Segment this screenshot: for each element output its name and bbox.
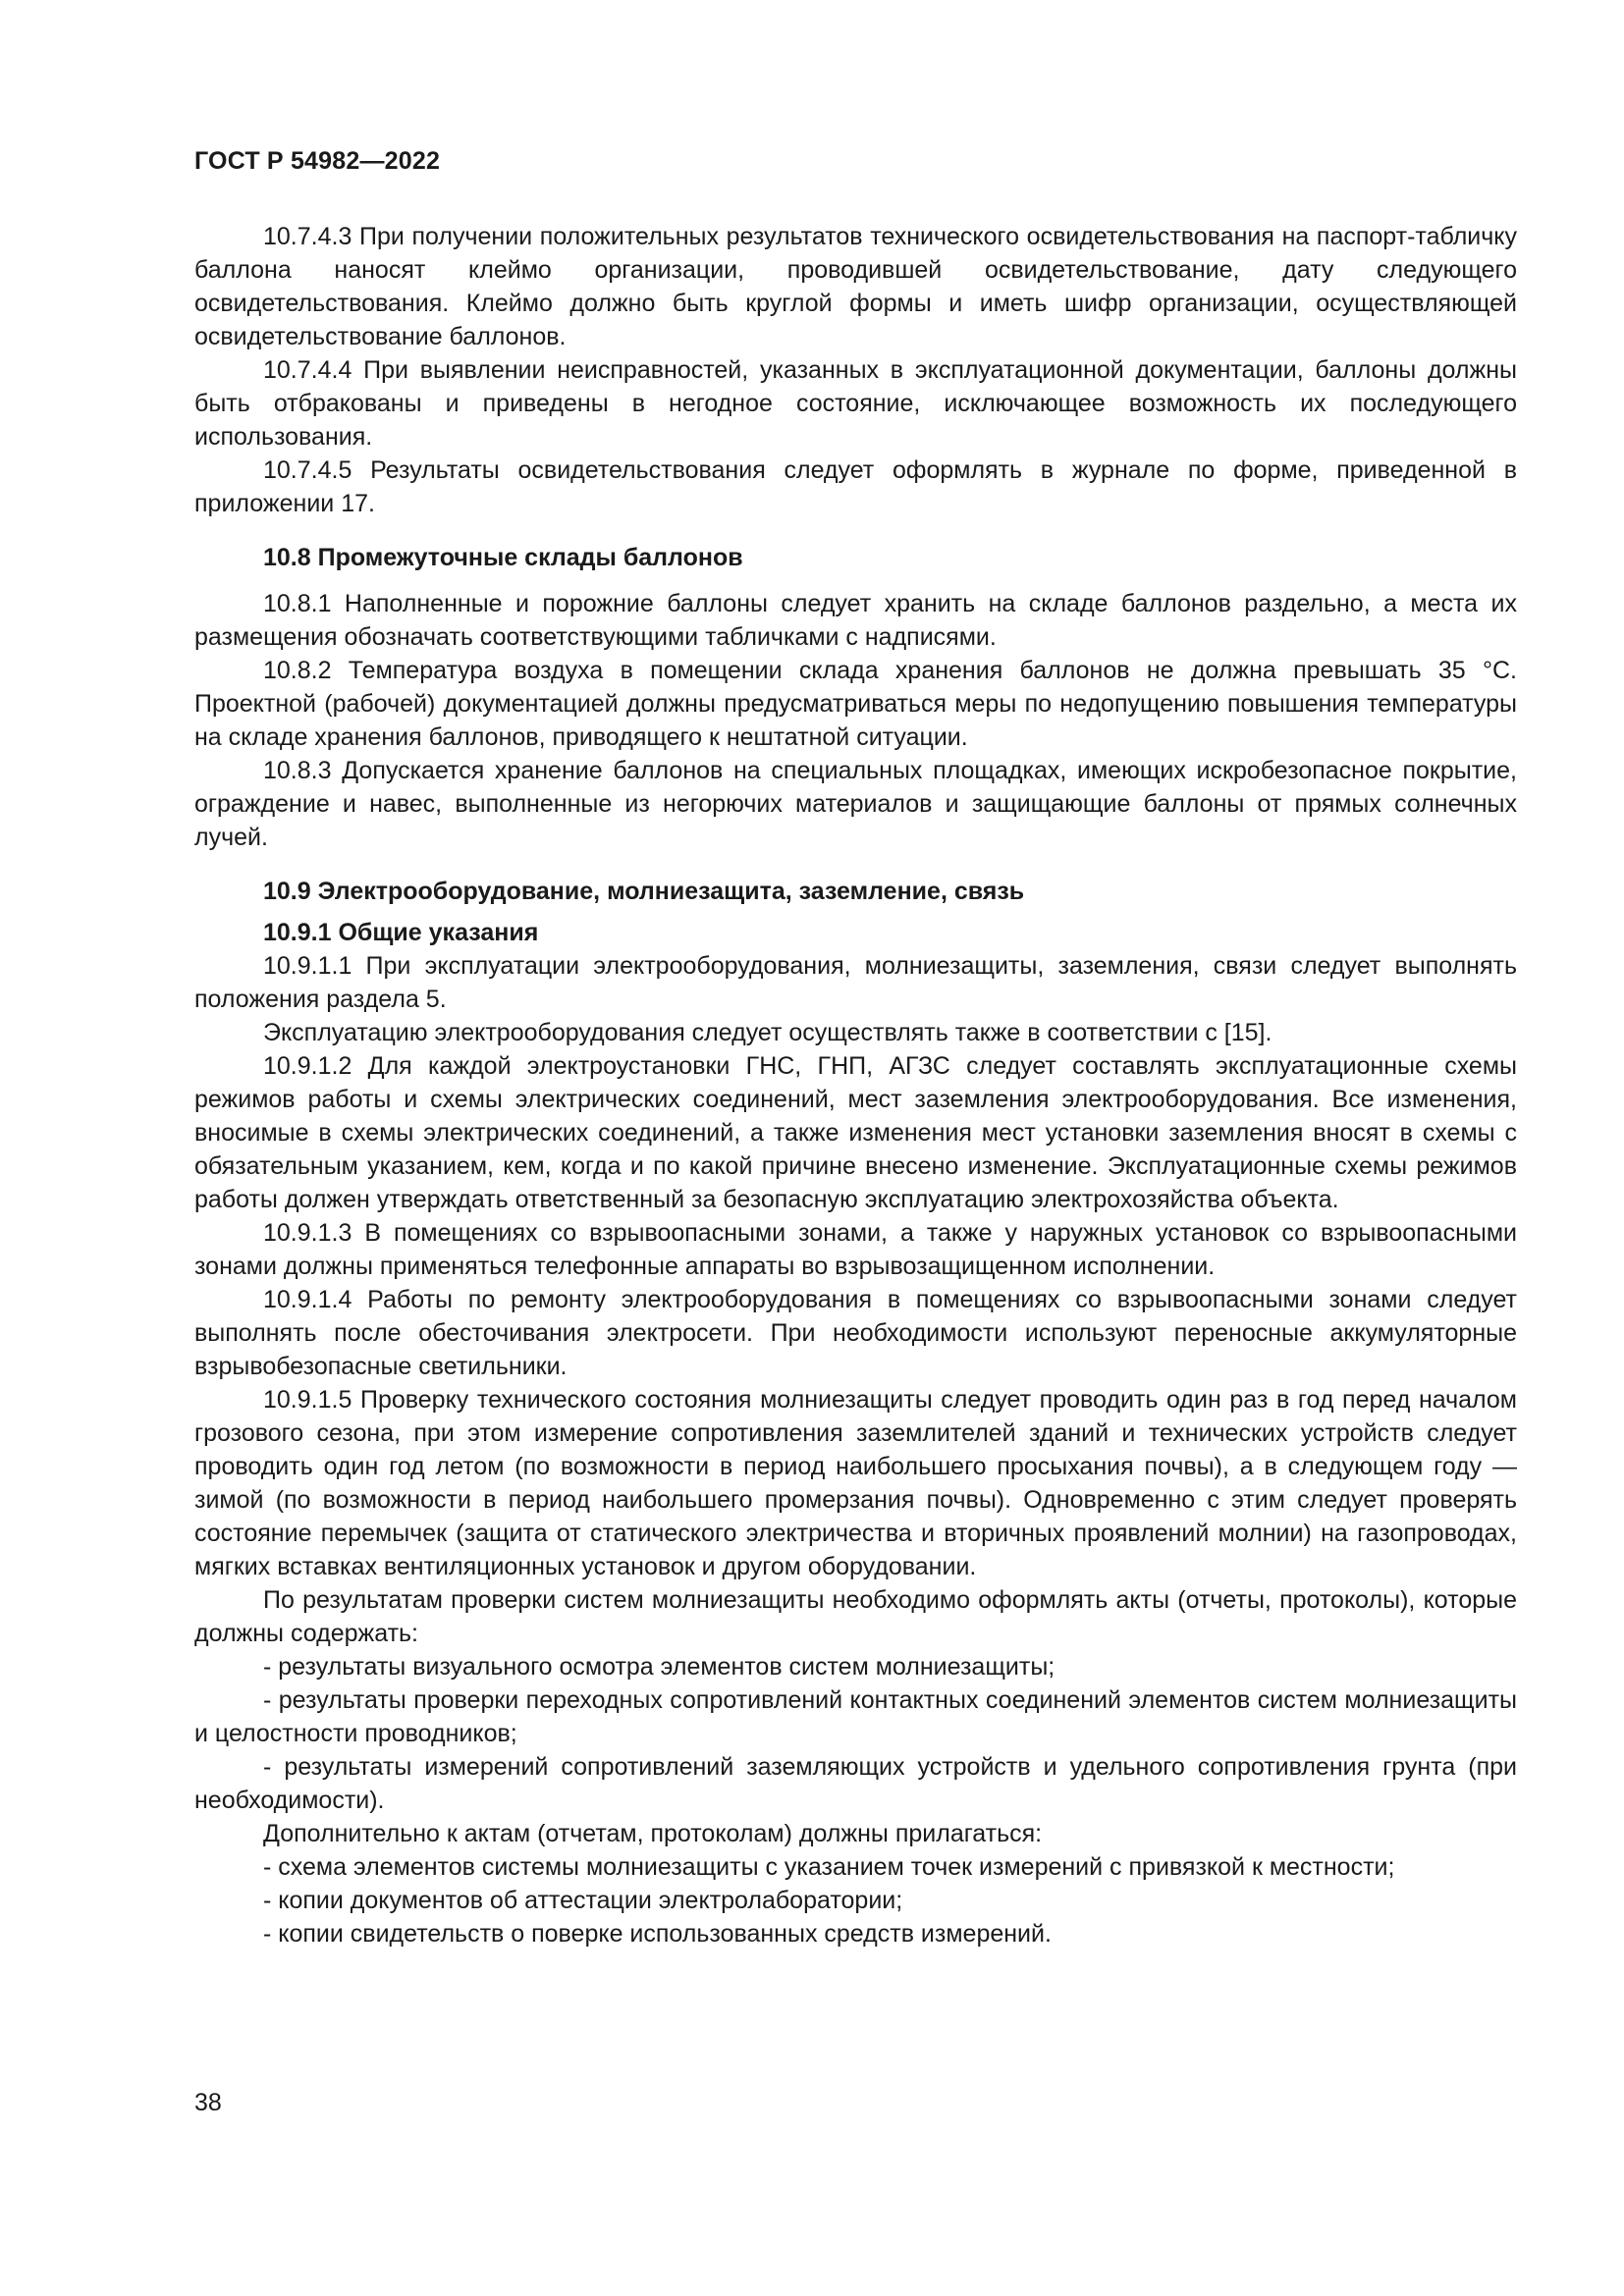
- paragraph-10-9-1-5: 10.9.1.5 Проверку технического состояния молниезащиты следует проводить один раз в год перед началом грозового сезона, при этом измерение сопротивления заземлителей зданий и технических устройств следует проводить один год летом (по возможности в период наибольшего просыхания почвы), а в следующем году — зимой (по возможности в период наибольшего промерзания почвы). Одновременно с этим следует проверять состояние перемычек (защита от статического электричества и вторичных проявлений молнии) на газопроводах, мягких вставках вентиляционных установок и другом оборудовании.: [194, 1386, 1517, 1580]
- paragraph-results-intro: По результатам проверки систем молниезащиты необходимо оформлять акты (отчеты, протоколы), которые должны содержать:: [194, 1586, 1517, 1647]
- list-item: - копии свидетельств о поверке использованных средств измерений.: [263, 1920, 1052, 1948]
- paragraph-10-9-1-4: 10.9.1.4 Работы по ремонту электрооборудования в помещениях со взрывоопасными зонами следует выполнять после обесточивания электросети. При необходимости используют переносные аккумуляторные взрывобезопасные светильники.: [194, 1286, 1517, 1380]
- paragraph-10-9-1-1-continued: Эксплуатацию электрооборудования следует осуществлять также в соответствии с [15].: [263, 1019, 1272, 1046]
- list-item: - копии документов об аттестации электролаборатории;: [263, 1887, 903, 1914]
- list-item: - схема элементов системы молниезащиты с указанием точек измерений с привязкой к местности;: [263, 1853, 1395, 1881]
- page-number: 38: [194, 2089, 222, 2116]
- list-item: - результаты визуального осмотра элементов систем молниезащиты;: [263, 1653, 1056, 1681]
- paragraph-10-8-2: 10.8.2 Температура воздуха в помещении склада хранения баллонов не должна превышать 35 °С. Проектной (рабочей) документацией должны предусматриваться меры по недопущению повышения температуры на складе хранения баллонов, приводящего к нештатной ситуации.: [194, 657, 1517, 751]
- paragraph-10-8-3: 10.8.3 Допускается хранение баллонов на специальных площадках, имеющих искробезопасное покрытие, ограждение и навес, выполненные из негорючих материалов и защищающие баллоны от прямых солнечных лучей.: [194, 757, 1517, 851]
- paragraph-10-7-4-3: 10.7.4.3 При получении положительных результатов технического освидетельствования на паспорт-табличку баллона наносят клеймо организации, проводившей освидетельствование, дату следующего освидетельствования. Клеймо должно быть круглой формы и иметь шифр организации, осуществляющей освидетельствование баллонов.: [194, 223, 1517, 350]
- paragraph-10-9-1-1: 10.9.1.1 При эксплуатации электрооборудования, молниезащиты, заземления, связи следует выполнять положения раздела 5.: [194, 952, 1517, 1013]
- list-item: - результаты проверки переходных сопротивлений контактных соединений элементов систем молниезащиты и целостности проводников;: [194, 1686, 1517, 1747]
- paragraph-10-9-1-2: 10.9.1.2 Для каждой электроустановки ГНС, ГНП, АГЗС следует составлять эксплуатационные схемы режимов работы и схемы электрических соединений, мест заземления электрооборудования. Все изменения, вносимые в схемы электрических соединений, а также изменения мест установки заземления вносят в схемы с обязательным указанием, кем, когда и по какой причине внесено изменение. Эксплуатационные схемы режимов работы должен утверждать ответственный за безопасную эксплуатацию электрохозяйства объекта.: [194, 1052, 1517, 1213]
- document-header: ГОСТ Р 54982—2022: [194, 147, 441, 175]
- paragraph-10-8-1: 10.8.1 Наполненные и порожние баллоны следует хранить на складе баллонов раздельно, а места их размещения обозначать соответствующими табличками с надписями.: [194, 590, 1517, 651]
- paragraph-10-9-1-3: 10.9.1.3 В помещениях со взрывоопасными зонами, а также у наружных установок со взрывоопасными зонами должны применяться телефонные аппараты во взрывозащищенном исполнении.: [194, 1219, 1517, 1280]
- subsection-heading-10-9-1: 10.9.1 Общие указания: [263, 919, 539, 946]
- document-body: [194, 220, 1517, 1950]
- paragraph-attachments-intro: Дополнительно к актам (отчетам, протоколам) должны прилагаться:: [263, 1820, 1043, 1847]
- section-heading-10-9: 10.9 Электрооборудование, молниезащита, заземление, связь: [263, 878, 1025, 905]
- paragraph-10-7-4-4: 10.7.4.4 При выявлении неисправностей, указанных в эксплуатационной документации, баллоны должны быть отбракованы и приведены в негодное состояние, исключающее возможность их последующего использования.: [194, 356, 1517, 451]
- list-item: - результаты измерений сопротивлений заземляющих устройств и удельного сопротивления грунта (при необходимости).: [194, 1753, 1517, 1814]
- section-heading-10-8: 10.8 Промежуточные склады баллонов: [263, 544, 743, 571]
- paragraph-10-7-4-5: 10.7.4.5 Результаты освидетельствования следует оформлять в журнале по форме, приведенной в приложении 17.: [194, 456, 1517, 517]
